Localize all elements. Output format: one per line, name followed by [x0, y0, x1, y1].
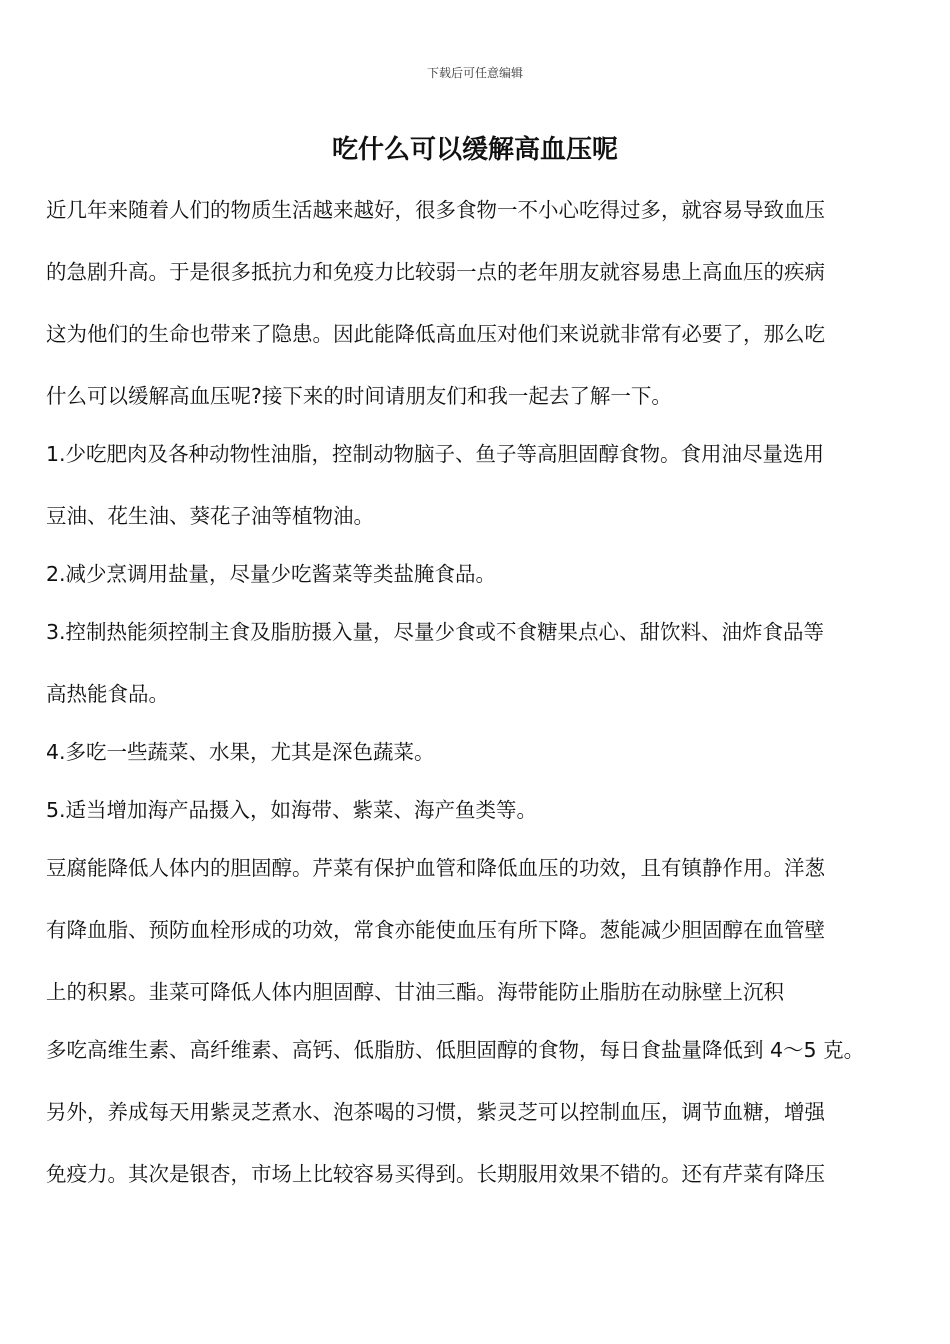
paragraph-line: 有降血脂、预防血栓形成的功效，常食亦能使血压有所下降。葱能减少胆固醇在血管壁 [46, 918, 825, 942]
paragraph-line: 免疫力。其次是银杏，市场上比较容易买得到。长期服用效果不错的。还有芹菜有降压 [46, 1162, 825, 1186]
paragraph-line: 的急剧升高。于是很多抵抗力和免疫力比较弱一点的老年朋友就容易患上高血压的疾病 [46, 260, 825, 284]
paragraph-line: 近几年来随着人们的物质生活越来越好，很多食物一不小心吃得过多，就容易导致血压 [46, 198, 825, 222]
list-item-line: 3.控制热能须控制主食及脂肪摄入量，尽量少食或不食糖果点心、甜饮料、油炸食品等 [46, 620, 825, 644]
paragraph-line: 豆腐能降低人体内的胆固醇。芹菜有保护血管和降低血压的功效，且有镇静作用。洋葱 [46, 856, 825, 880]
paragraph-line: 这为他们的生命也带来了隐患。因此能降低高血压对他们来说就非常有必要了，那么吃 [46, 322, 825, 346]
document-title: 吃什么可以缓解高血压呢 [331, 135, 618, 165]
list-item-line: 1.少吃肥肉及各种动物性油脂，控制动物脑子、鱼子等高胆固醇食物。食用油尽量选用 [46, 442, 825, 466]
list-item-line: 4.多吃一些蔬菜、水果，尤其是深色蔬菜。 [46, 740, 435, 764]
paragraph-line: 上的积累。韭菜可降低人体内胆固醇、甘油三酯。海带能防止脂肪在动脉壁上沉积 [46, 980, 784, 1004]
paragraph-line: 什么可以缓解高血压呢?接下来的时间请朋友们和我一起去了解一下。 [46, 384, 672, 408]
list-item-line: 高热能食品。 [46, 682, 169, 706]
header-note: 下载后可任意编辑 [426, 66, 523, 80]
paragraph-line: 多吃高维生素、高纤维素、高钙、低脂肪、低胆固醇的食物，每日食盐量降低到 4～5 克。 [46, 1038, 865, 1062]
list-item-line: 5.适当增加海产品摄入，如海带、紫菜、海产鱼类等。 [46, 798, 538, 822]
list-item-line: 豆油、花生油、葵花子油等植物油。 [46, 504, 374, 528]
document-body [46, 184, 916, 1210]
list-item-line: 2.减少烹调用盐量，尽量少吃酱菜等类盐腌食品。 [46, 562, 497, 586]
paragraph-line: 另外，养成每天用紫灵芝煮水、泡茶喝的习惯，紫灵芝可以控制血压，调节血糖，增强 [46, 1100, 825, 1124]
